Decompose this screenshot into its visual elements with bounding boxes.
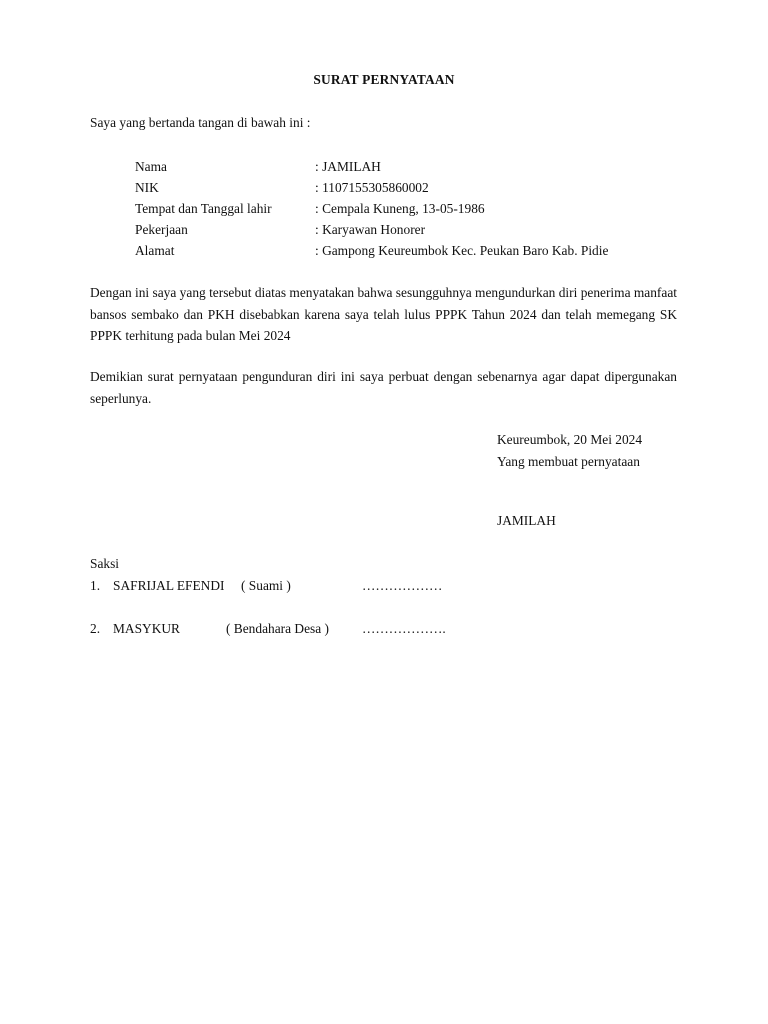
identity-value: : 1107155305860002 — [315, 180, 429, 195]
identity-label: Tempat dan Tanggal lahir — [135, 201, 272, 216]
closing-paragraph: Demikian surat pernyataan pengunduran diri ini saya perbuat dengan sebenarnya agar dapat dipergunakan seperlunya. — [90, 369, 677, 406]
witness-name: MASYKUR — [113, 621, 180, 636]
identity-row-nik — [135, 177, 608, 198]
identity-row-birth — [135, 198, 608, 219]
witness-signature-line: ……………… — [362, 578, 443, 593]
statement-paragraph: Dengan ini saya yang tersebut diatas menyatakan bahwa sesungguhnya mengundurkan diri penerima manfaat bansos sembako dan PKH disebabkan karena saya telah lulus PPPK Tahun 2024 dan telah memegang SK PPPK terhitung pada bulan Mei 2024 — [90, 285, 677, 343]
witness-role: ( Suami ) — [241, 578, 291, 593]
identity-value: : Karyawan Honorer — [315, 222, 426, 237]
signature-block — [497, 429, 642, 472]
witness-number: 1. — [90, 578, 101, 593]
identity-value: : Cempala Kuneng, 13-05-1986 — [315, 201, 485, 216]
identity-label: NIK — [135, 180, 159, 195]
witness-signature-line: ………………. — [362, 621, 446, 636]
identity-label: Pekerjaan — [135, 222, 188, 237]
document-title: SURAT PERNYATAAN — [313, 72, 455, 87]
identity-row-occupation — [135, 219, 608, 240]
witness-name: SAFRIJAL EFENDI — [113, 578, 225, 593]
identity-table — [135, 156, 608, 261]
place-date: Keureumbok, 20 Mei 2024 — [497, 432, 643, 447]
identity-value: : JAMILAH — [315, 159, 381, 174]
identity-label: Alamat — [135, 243, 175, 258]
identity-label: Nama — [135, 159, 167, 174]
identity-row-address — [135, 240, 608, 261]
identity-value: : Gampong Keureumbok Kec. Peukan Baro Kab. Pidie — [315, 243, 609, 258]
witness-heading: Saksi — [90, 556, 120, 571]
signer-caption: Yang membuat pernyataan — [497, 453, 640, 469]
intro-text: Saya yang bertanda tangan di bawah ini : — [90, 115, 311, 130]
signer-name: JAMILAH — [497, 513, 556, 528]
witness-number: 2. — [90, 621, 101, 636]
witness-role: ( Bendahara Desa ) — [226, 621, 329, 636]
identity-row-nama — [135, 156, 608, 177]
